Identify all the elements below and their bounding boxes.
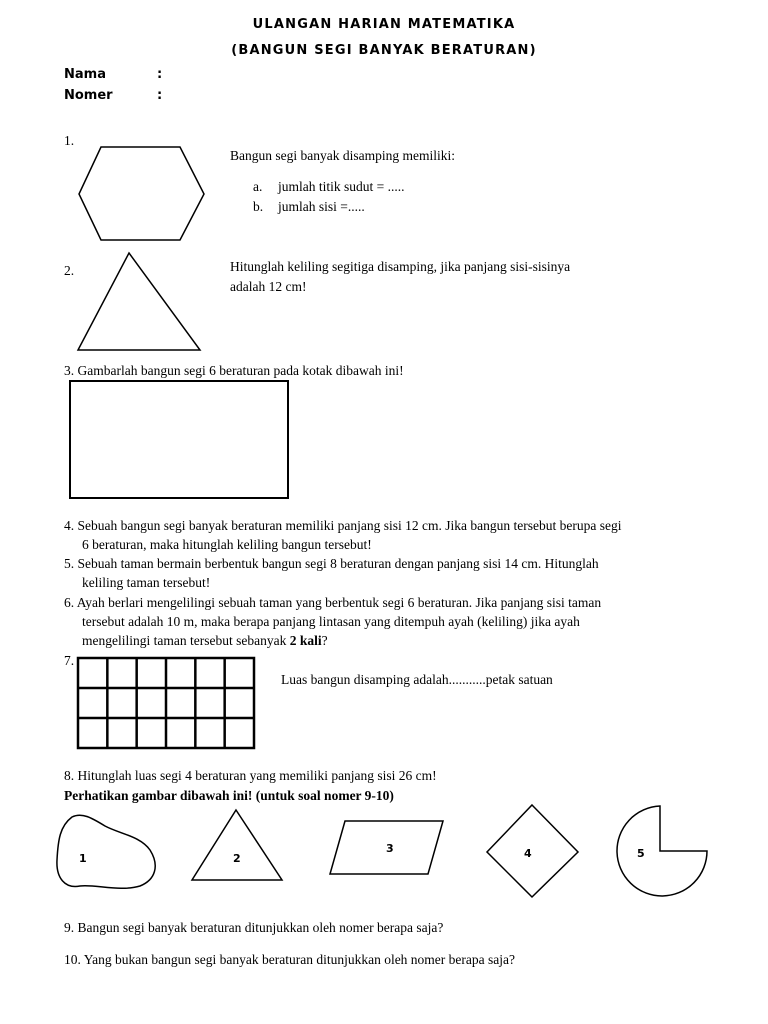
shape-label-3: 3 bbox=[386, 842, 394, 855]
q1-b-marker: b. bbox=[253, 199, 264, 214]
q8-text: 8. Hitunglah luas segi 4 beraturan yang memiliki panjang sisi 26 cm! bbox=[64, 768, 437, 783]
page-title: ULANGAN HARIAN MATEMATIKA bbox=[252, 17, 516, 32]
q2-line1: Hitunglah keliling segitiga disamping, jika panjang sisi-sisinya bbox=[230, 259, 571, 274]
q2-line2: adalah 12 cm! bbox=[230, 279, 307, 294]
shape-label-4: 4 bbox=[524, 847, 532, 860]
nomer-colon: : bbox=[157, 88, 163, 103]
shape-label-5: 5 bbox=[637, 847, 645, 860]
q5-line1: 5. Sebuah taman bermain berbentuk bangun segi 8 beraturan dengan panjang sisi 14 cm. Hitunglah bbox=[64, 556, 599, 571]
q7-text: Luas bangun disamping adalah...........petak satuan bbox=[281, 672, 553, 687]
q2-number: 2. bbox=[64, 263, 75, 278]
q3-text: 3. Gambarlah bangun segi 6 beraturan pada kotak dibawah ini! bbox=[64, 363, 404, 378]
instruction-text: Perhatikan gambar dibawah ini! (untuk soal nomer 9-10) bbox=[64, 788, 394, 803]
diamond-shape-4 bbox=[487, 805, 578, 897]
page-subtitle: (BANGUN SEGI BANYAK BERATURAN) bbox=[231, 43, 537, 58]
sector-shape-5 bbox=[617, 806, 707, 896]
q6-line3-text: mengelilingi taman tersebut sebanyak bbox=[82, 633, 290, 648]
q1-a-marker: a. bbox=[253, 179, 263, 194]
q6-line1: 6. Ayah berlari mengelilingi sebuah taman yang berbentuk segi 6 beraturan. Jika panjang sisi taman bbox=[64, 595, 602, 610]
q1-a-text: jumlah titik sudut = ..... bbox=[278, 179, 405, 194]
triangle-shape-2 bbox=[192, 810, 282, 880]
q1-text: Bangun segi banyak disamping memiliki: bbox=[230, 148, 455, 163]
q1-b-text: jumlah sisi =..... bbox=[278, 199, 365, 214]
q6-line3-end: ? bbox=[321, 633, 328, 648]
q6-line2: tersebut adalah 10 m, maka berapa panjang lintasan yang ditempuh ayah (keliling) jika ayah bbox=[82, 614, 580, 629]
q6-emphasis: 2 kali bbox=[289, 633, 322, 648]
nama-label: Nama bbox=[64, 67, 106, 82]
q4-line1: 4. Sebuah bangun segi banyak beraturan memiliki panjang sisi 12 cm. Jika bangun tersebut berupa segi bbox=[64, 518, 622, 533]
q10-text: 10. Yang bukan bangun segi banyak beraturan ditunjukkan oleh nomer berapa saja? bbox=[64, 952, 515, 967]
nomer-label: Nomer bbox=[64, 88, 113, 103]
q1-number: 1. bbox=[64, 133, 75, 148]
q4-line2: 6 beraturan, maka hitunglah keliling bangun tersebut! bbox=[82, 537, 372, 552]
irregular-shape-1 bbox=[57, 815, 155, 888]
q7-number: 7. bbox=[64, 653, 75, 668]
q9-text: 9. Bangun segi banyak beraturan ditunjukkan oleh nomer berapa saja? bbox=[64, 920, 444, 935]
q5-line2: keliling taman tersebut! bbox=[82, 575, 211, 590]
nama-colon: : bbox=[157, 67, 163, 82]
shape-label-2: 2 bbox=[233, 852, 241, 865]
shape-label-1: 1 bbox=[79, 852, 87, 865]
